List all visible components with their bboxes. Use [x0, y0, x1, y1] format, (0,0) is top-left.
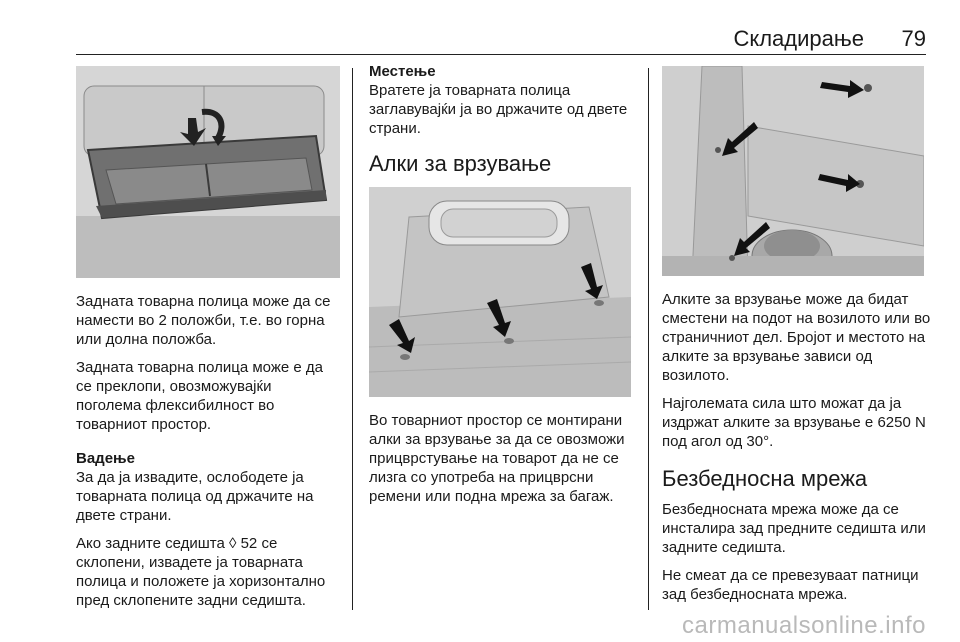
removal-folded-seats-text-a: Ако задните седишта [76, 535, 225, 552]
fitting-subheading: Местење [369, 63, 436, 80]
watermark-footer: carmanualsonline.info [682, 612, 926, 639]
lashing-eyes-heading: Алки за врзување [369, 151, 552, 176]
column-3 [662, 62, 934, 613]
page-header-title: Складирање [733, 26, 864, 51]
column-2 [369, 62, 635, 515]
cargo-shelf-figure [76, 66, 340, 278]
removal-folded-seats-text-b: 52 се склопени, извадете ја товарната полица и положете ја хоризонтално пред склопените задни седишта. [76, 535, 326, 609]
column-1 [76, 62, 340, 619]
lashing-eyes-description-text: Во товарниот простор се монтирани алки за врзување за да се овозможи прицврстување на товарот да не се лизга со употреба на прицврсни ремени или подна мрежа за багаж. [369, 412, 625, 505]
lashing-eyes-force-text: Најголемата сила што можат да ја издржат алките за врзување е 6250 N под агол од 30°. [662, 395, 926, 450]
safety-net-heading: Безбедносна мрежа [662, 466, 868, 491]
removal-instructions-text: За да ја извадите, ослободете ја товарната полица од држачите на двете страни. [76, 469, 314, 524]
column-divider-1 [352, 68, 353, 610]
lashing-eyes-location-text: Алките за врзување може да бидат сместени на подот на возилото или во страничниот дел. Бројот и местото на алките за врзување зависи од возилото. [662, 291, 931, 384]
page-number: 79 [901, 26, 926, 51]
safety-net-install-text: Безбедносната мрежа може да се инсталира зад предните седишта или задните седишта. [662, 501, 926, 556]
cargo-shelf-fold-text: Задната товарна полица може е да се преклопи, овозможувајќи поголема флексибилност во товарниот простор. [76, 359, 323, 433]
header-rule [76, 54, 926, 55]
lashing-eyes-floor-figure [369, 187, 631, 397]
safety-net-warning-text: Не смеат да се превезуваат патници зад безбедносната мрежа. [662, 567, 919, 603]
column-divider-2 [648, 68, 649, 610]
removal-folded-seats-text [76, 534, 340, 610]
lashing-eyes-side-figure [662, 66, 924, 276]
cargo-shelf-positions-text: Задната товарна полица може да се намести во 2 положби, т.е. во горна или долна положба. [76, 293, 331, 348]
fitting-instructions-text: Вратете ја товарната полица заглавувајќи ја во држачите од двете страни. [369, 82, 628, 137]
removal-subheading: Вадење [76, 450, 135, 467]
cross-reference-arrow-icon: ◊ [229, 535, 237, 552]
